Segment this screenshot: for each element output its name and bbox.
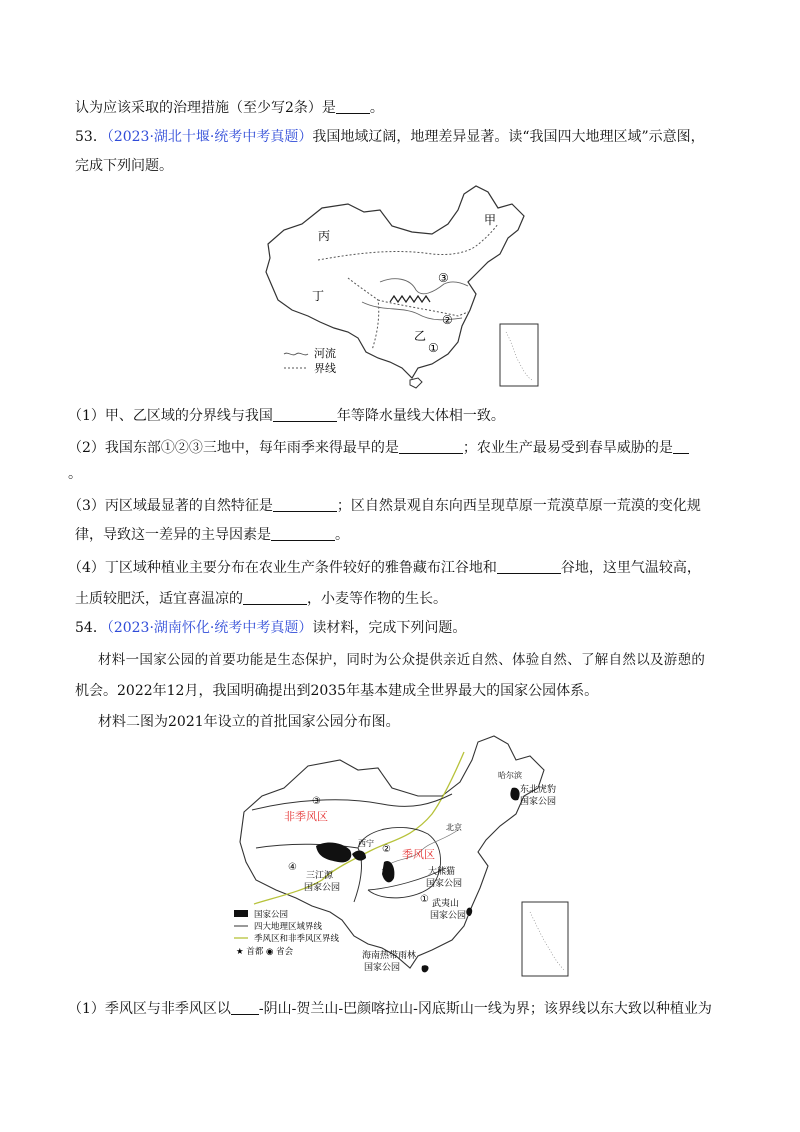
q53-part4-cont [75,588,447,610]
intro-end: 。 [369,100,384,116]
hainan-island [410,378,422,388]
marker-3: ③ [438,271,449,285]
park-hainan-label-2: 国家公园 [364,963,401,973]
q53-p4-a: （4）丁区域种植业主要分布在农业生产条件较好的雅鲁藏布江谷地和 [68,560,497,576]
q53-p4-d: ，小麦等作物的生长。 [307,591,447,607]
region-boundary-tibet [348,278,379,350]
south-sea-inset [522,902,568,976]
park-wuyi-shape [466,908,472,916]
answer-blank [497,559,561,574]
q53-p2-a: （2）我国东部①②③三地中，每年雨季来得最早的是 [68,440,399,456]
q54-material1-b: 机会。2022年12月，我国明确提出到2035年基本建成全世界最大的国家公园体系。 [75,683,599,699]
city-beijing: 北京 [446,823,462,832]
q53-stem-line-2: 完成下列问题。 [75,158,173,174]
park-panda-shape [382,861,394,882]
q53-p3-b: ；区自然景观自东向西呈现草原一荒漠草原一荒漠的变化规 [336,498,701,514]
south-sea-inset [500,324,538,386]
park-hainan-shape [422,965,429,972]
q54-source: （2023·湖南怀化·统考中考真题） [106,620,313,636]
marker-3: ③ [312,796,321,807]
park-northeast-label-2: 国家公园 [520,797,557,807]
q53-stem-1: 我国地域辽阔，地理差异显著。读“我国四大地理区域”示意图， [312,129,705,145]
inset-coast [530,912,564,970]
park-hainan-label-1: 海南热带雨林 [362,951,417,961]
national-parks-map-svg [232,730,572,988]
q54-part1 [68,998,712,1020]
q54-stem-line [75,617,466,639]
q54-p1-a: （1）季风区与非季风区以 [68,1001,231,1017]
q53-stem-line [75,126,705,148]
q54-number: 54． [75,620,107,636]
four-regions-map-svg [262,182,544,392]
park-northeast-shape [510,788,519,801]
q53-p1-a: （1）甲、乙区域的分界线与我国 [68,408,273,424]
park-panda-label-1: 大熊猫 [428,867,456,877]
q53-p4-c: 土质较肥沃，适宜喜温凉的 [75,591,243,607]
q54-material1-a: 材料一国家公园的首要功能是生态保护，同时为公众提供亲近自然、体验自然、了解自然以及游憩的 [98,652,706,668]
park-sanjiangyuan-shape [316,843,351,863]
four-regions-map [262,182,544,392]
region-boundary-north-south [318,224,498,260]
q53-part4 [68,557,701,579]
q53-p3-d: 。 [335,527,349,543]
city-harbin: 哈尔滨 [498,771,522,780]
intro-text: 认为应该采取的治理措施（至少写2条）是 [75,100,336,116]
q53-p3-c: 律，导致这一差异的主导因素是 [75,527,271,543]
q53-p4-b: 谷地，这里气温较高， [560,560,701,576]
intro-line [75,97,384,119]
q54-material2: 材料二图为2021年设立的首批国家公园分布图。 [98,714,400,730]
region-boundary-qinling [378,300,468,316]
marker-2: ② [442,313,453,327]
region-label-bing: 丙 [318,229,331,243]
region-label-yi: 乙 [414,329,427,343]
legend-park-label: 国家公园 [254,910,289,920]
legend-regions-label: 四大地理区域界线 [254,922,323,932]
q53-source: （2023·湖北十堰·统考中考真题） [106,129,313,145]
park-wuyi-label-1: 武夷山 [432,899,460,909]
park-panda-label-2: 国家公园 [426,879,463,889]
q53-part1 [68,405,505,427]
legend-boundary-label: 界线 [314,362,336,375]
legend-monsoon-label: 季风区和非季风区界线 [254,934,340,944]
park-wuyi-label-2: 国家公园 [430,911,467,921]
region-label-jia: 甲 [484,213,497,227]
legend-river-label: 河流 [314,347,336,360]
monsoon-label: 季风区 [402,848,435,861]
park-northeast-label-1: 东北虎豹 [520,785,557,795]
q53-p2-b: ；农业生产最易受到春旱威胁的是 [462,440,673,456]
marker-1: ① [420,894,429,905]
answer-blank [243,590,307,605]
park-sanjiangyuan-label-1: 三江源 [306,871,334,881]
q53-number: 53． [75,129,107,145]
q53-part3 [68,495,701,517]
q53-part2-end: 。 [68,466,82,482]
answer-blank [673,439,689,454]
yellow-river [380,279,468,294]
park-sanjiangyuan-label-2: 国家公园 [304,883,341,893]
national-parks-map [232,730,572,988]
qinling-mountain [390,296,430,302]
answer-blank [273,407,337,422]
legend-park-symbol [234,910,248,917]
non-monsoon-label: 非季风区 [284,810,328,823]
q54-p1-b: -阴山-贺兰山-巴颜喀拉山-冈底斯山一线为界；该界线以东大致以种植业为 [258,1001,712,1017]
q53-p1-b: 年等降水量线大体相一致。 [336,408,505,424]
legend-capital-label: ★ 首都 ◉ 省会 [236,947,294,957]
answer-blank [336,99,370,114]
q54-stem: 读材料，完成下列问题。 [312,620,467,636]
q53-part2 [68,437,689,459]
answer-blank [231,1000,259,1015]
marker-1: ① [428,341,439,355]
inset-coast [506,332,532,380]
region-label-ding: 丁 [312,289,325,303]
answer-blank [399,439,463,454]
q53-p3-a: （3）丙区域最显著的自然特征是 [68,498,273,514]
answer-blank [271,526,335,541]
answer-blank [273,497,337,512]
marker-2: ② [382,844,391,855]
city-xining: 西宁 [358,839,374,848]
q53-part3-cont [75,524,349,546]
legend-river-symbol [284,353,308,355]
marker-4: ④ [288,862,297,873]
